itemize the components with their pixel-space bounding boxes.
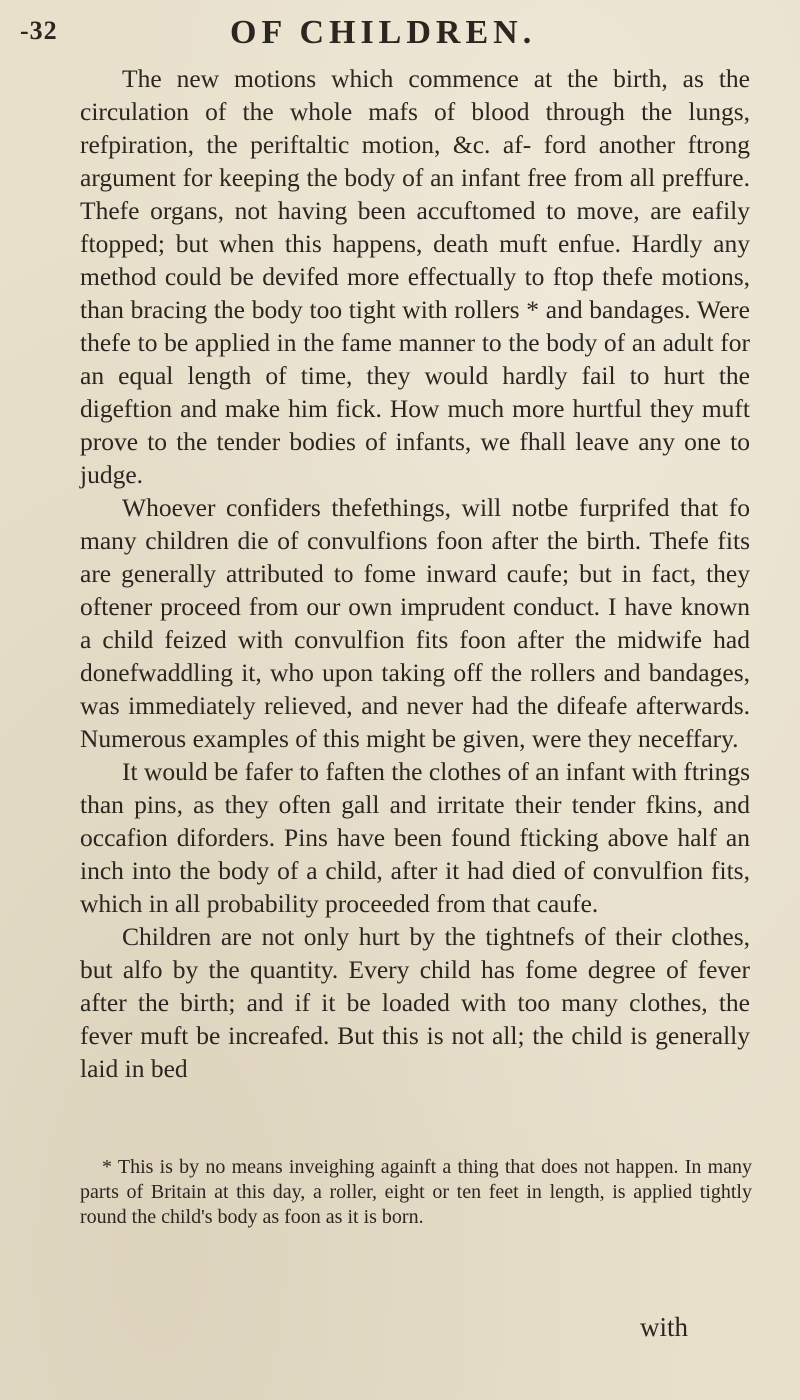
- paragraph: It would be fafer to faften the clothes of an infant with ftrings than pins, as they often gall and irritate their tender fkins, and occafion diforders. Pins have been found fticking above half an inch into the body of a child, after it had died of convulfion fits, which in all probability proceeded from that caufe.: [80, 757, 750, 918]
- catchword: with: [640, 1312, 689, 1342]
- paragraph: Whoever confiders thefethings, will notbe furprifed that fo many children die of convulfions foon after the birth. Thefe fits are generally attributed to fome inward caufe; but in fact, they oftener proceed from our own imprudent conduct. I have known a child feized with convulfion fits foon after the midwife had donefwaddling it, who upon taking off the rollers and bandages, was immediately relieved, and never had the difeafe afterwards. Numerous examples of this might be given, were they neceffary.: [80, 493, 750, 753]
- page-header: [20, 14, 760, 54]
- footnote-text: * This is by no means inveighing againft a thing that does not happen. In many parts of Britain at this day, a roller, eight or ten feet in length, is applied tightly round the child's body as foon as it is born.: [80, 1156, 752, 1228]
- paragraph: Children are not only hurt by the tightnefs of their clothes, but alfo by the quantity. Every child has fome degree of fever after the birth; and if it be loaded with too many clothes, the fever muft be increafed. But this is not all; the child is generally laid in bed: [80, 922, 750, 1083]
- footnote: [80, 1155, 752, 1230]
- paragraph: The new motions which commence at the birth, as the circulation of the whole mafs of blood through the lungs, refpiration, the periftaltic motion, &c. af- ford another ftrong argument for keeping the body of an infant free from all preffure. Thefe organs, not having been accuftomed to move, are eafily ftopped; but when this happens, death muft enfue. Hardly any method could be devifed more effectually to ftop thefe motions, than bracing the body too tight with rollers * and bandages. Were thefe to be applied in the fame manner to the body of an adult for an equal length of time, they would hardly fail to hurt the digeftion and make him fick. How much more hurtful they muft prove to the tender bodies of infants, we fhall leave any one to judge.: [80, 64, 750, 489]
- page-number: -32: [20, 16, 58, 45]
- body-text: [80, 62, 750, 1085]
- running-head: OF CHILDREN.: [230, 14, 537, 51]
